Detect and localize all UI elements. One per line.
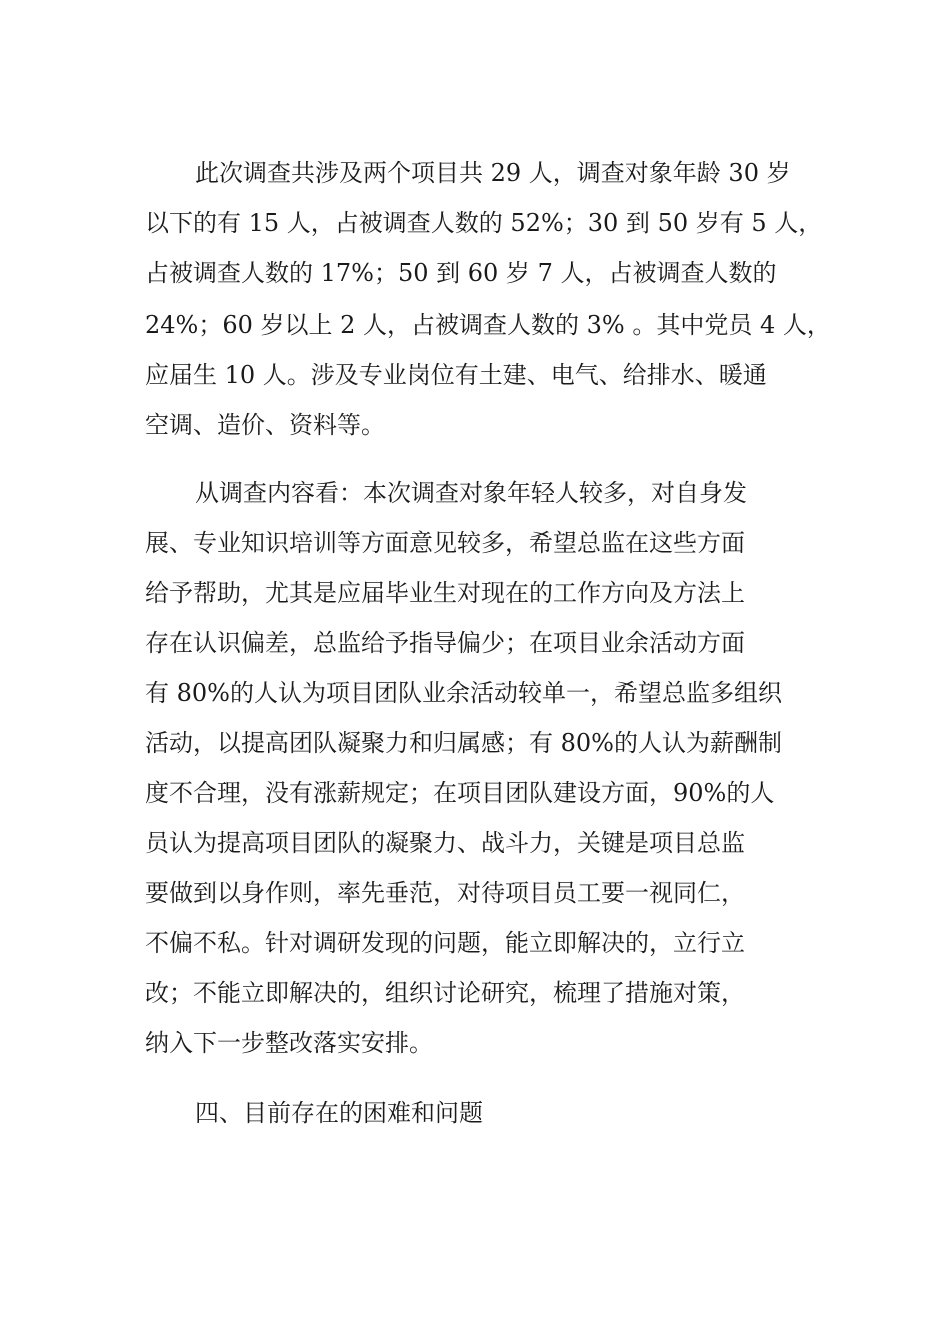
text-line: 占被调查人数的 17%；50 到 60 岁 7 人，占被调查人数的 [145,259,777,287]
section-heading: 四、目前存在的困难和问题 [195,1099,483,1127]
text-line: 有 80%的人认为项目团队业余活动较单一，希望总监多组织 [145,679,782,707]
text-line: 从调查内容看：本次调查对象年轻人较多，对自身发 [195,479,747,507]
text-line: 以下的有 15 人，占被调查人数的 52%；30 到 50 岁有 5 人， [145,209,823,237]
text-line: 要做到以身作则，率先垂范，对待项目员工要一视同仁， [145,879,745,907]
text-line: 应届生 10 人。涉及专业岗位有土建、电气、给排水、暖通 [145,361,767,389]
text-line: 展、专业知识培训等方面意见较多，希望总监在这些方面 [145,529,745,557]
text-line: 此次调查共涉及两个项目共 29 人，调查对象年龄 30 岁 [195,159,791,187]
text-line: 纳入下一步整改落实安排。 [145,1029,433,1057]
text-line: 给予帮助，尤其是应届毕业生对现在的工作方向及方法上 [145,579,745,607]
text-line: 空调、造价、资料等。 [145,411,385,439]
text-line: 存在认识偏差，总监给予指导偏少；在项目业余活动方面 [145,629,745,657]
text-line: 改；不能立即解决的，组织讨论研究，梳理了措施对策， [145,979,745,1007]
text-line: 员认为提高项目团队的凝聚力、战斗力，关键是项目总监 [145,829,745,857]
text-line: 不偏不私。针对调研发现的问题，能立即解决的，立行立 [145,929,745,957]
text-line: 24%；60 岁以上 2 人，占被调查人数的 3% 。其中党员 4 人， [145,311,831,339]
text-line: 度不合理，没有涨薪规定；在项目团队建设方面，90%的人 [145,779,775,807]
text-line: 活动，以提高团队凝聚力和归属感；有 80%的人认为薪酬制 [145,729,782,757]
